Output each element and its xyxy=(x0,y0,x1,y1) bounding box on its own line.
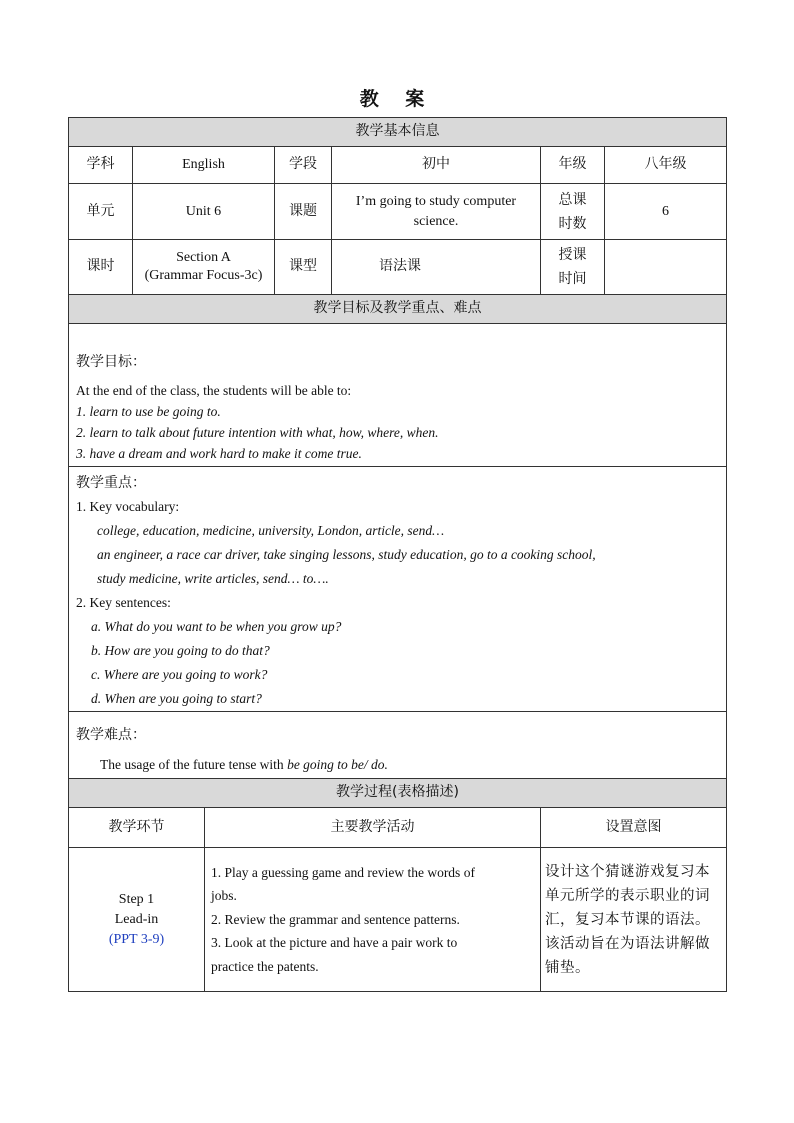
key-vocab-line-3: study medicine, write articles, send… to…. xyxy=(97,571,329,586)
time-label-line-2: 时间 xyxy=(558,271,587,287)
activities-cell xyxy=(205,848,541,992)
subject-label: 学科 xyxy=(69,147,133,184)
difficulty-text xyxy=(76,754,719,776)
unit-value: Unit 6 xyxy=(133,184,275,240)
activity-line-5: practice the patents. xyxy=(211,958,319,974)
type-value: 语法课 xyxy=(332,240,541,295)
period-line-2: (Grammar Focus-3c) xyxy=(144,268,263,283)
table-row xyxy=(69,848,727,992)
difficulty-title: 教学难点： xyxy=(76,727,146,743)
difficulty-plain: The usage of the future tense with xyxy=(100,757,288,772)
stage-value: 初中 xyxy=(332,147,541,184)
activity-line-2: jobs. xyxy=(211,888,237,904)
teaching-goals-intro: At the end of the class, the students will be able to: xyxy=(76,383,352,398)
col-step-header: 教学环节 xyxy=(69,808,205,848)
col-activity-header: 主要教学活动 xyxy=(205,808,541,848)
step-ppt-ref: (PPT 3-9) xyxy=(108,931,165,947)
teaching-goals-cell xyxy=(69,324,727,467)
teaching-goals-title: 教学目标： xyxy=(76,354,146,370)
topic-line-1: I’m going to study computer xyxy=(355,193,517,209)
topic-label: 课题 xyxy=(275,184,332,240)
activity-line-1: 1. Play a guessing game and review the words of xyxy=(211,864,475,880)
key-sentence-b: b. How are you going to do that? xyxy=(91,643,270,658)
col-purpose-header: 设置意图 xyxy=(541,808,727,848)
activity-line-3: 2. Review the grammar and sentence patterns. xyxy=(211,911,460,927)
objectives-header: 教学目标及教学重点、难点 xyxy=(69,295,727,324)
process-header: 教学过程(表格描述) xyxy=(69,779,727,808)
total-label-line-2: 时数 xyxy=(558,215,587,232)
key-sentence-d: d. When are you going to start? xyxy=(91,691,262,706)
document-title: 教 案 xyxy=(359,88,435,110)
teaching-goal-1: 1. learn to use be going to. xyxy=(76,404,221,419)
key-sentence-c: c. Where are you going to work? xyxy=(91,667,268,682)
key-vocab-label: 1. Key vocabulary: xyxy=(76,499,180,514)
basic-info-header: 教学基本信息 xyxy=(69,118,727,147)
type-label: 课型 xyxy=(275,240,332,295)
key-points-title: 教学重点： xyxy=(76,475,146,491)
grade-label: 年级 xyxy=(541,147,605,184)
difficulty-italic: be going to be/ do. xyxy=(287,757,388,772)
time-label xyxy=(541,240,605,295)
activity-line-4: 3. Look at the picture and have a pair work to xyxy=(211,935,458,951)
total-periods-label xyxy=(541,184,605,240)
key-vocab-line-2: an engineer, a race car driver, take singing lessons, study education, go to a cooking school, xyxy=(97,547,596,562)
period-label: 课时 xyxy=(69,240,133,295)
purpose-cell: 设计这个猜谜游戏复习本单元所学的表示职业的词汇，复习本节课的语法。该活动旨在为语法讲解做铺垫。 xyxy=(541,848,727,992)
difficulty-cell xyxy=(69,712,727,779)
lesson-plan-table xyxy=(68,117,727,992)
total-label-line-1: 总课 xyxy=(558,191,587,208)
stage-label: 学段 xyxy=(275,147,332,184)
period-line-1: Section A xyxy=(176,250,231,265)
teaching-goal-3: 3. have a dream and work hard to make it come true. xyxy=(76,446,362,461)
topic-value xyxy=(332,184,541,240)
key-sentences-label: 2. Key sentences: xyxy=(76,595,171,610)
step-number: Step 1 xyxy=(118,891,155,907)
key-vocab-line-1: college, education, medicine, university, London, article, send… xyxy=(97,523,445,538)
unit-label: 单元 xyxy=(69,184,133,240)
grade-value: 八年级 xyxy=(605,147,727,184)
step-name: Lead-in xyxy=(114,911,159,927)
total-periods-value: 6 xyxy=(605,184,727,240)
subject-value: English xyxy=(133,147,275,184)
period-value xyxy=(133,240,275,295)
topic-line-2: science. xyxy=(413,213,459,229)
key-points-cell xyxy=(69,467,727,712)
key-sentence-a: a. What do you want to be when you grow up? xyxy=(91,619,342,634)
step-cell xyxy=(69,848,205,992)
time-label-line-1: 授课 xyxy=(558,247,587,263)
time-value xyxy=(605,240,727,295)
teaching-goal-2: 2. learn to talk about future intention with what, how, where, when. xyxy=(76,425,439,440)
